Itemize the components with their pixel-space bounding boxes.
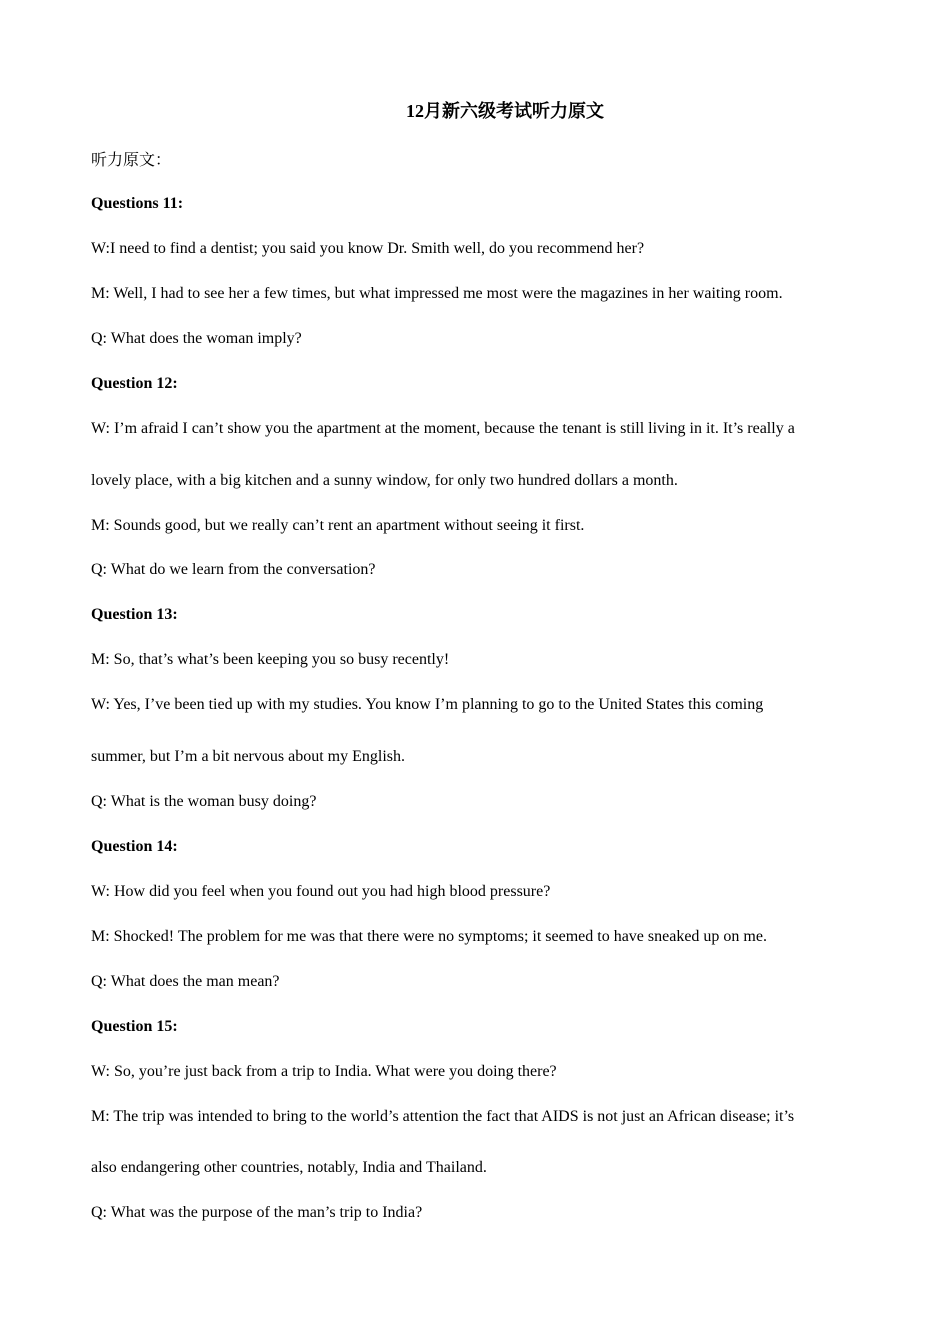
dialogue-line: M: Sounds good, but we really can’t rent an apartment without seeing it first.	[91, 517, 585, 534]
dialogue-line-continued: also endangering other countries, notably, India and Thailand.	[91, 1159, 487, 1176]
question-line: Q: What do we learn from the conversation?	[91, 561, 376, 578]
question-line: Q: What does the man mean?	[91, 973, 280, 990]
dialogue-line: M: Well, I had to see her a few times, but what impressed me most were the magazines in her waiting room.	[91, 285, 783, 302]
dialogue-line: W:I need to find a dentist; you said you know Dr. Smith well, do you recommend her?	[91, 240, 645, 257]
section-heading: 听力原文：	[91, 152, 172, 169]
question-heading: Questions 11:	[91, 195, 184, 212]
question-heading: Question 13:	[91, 606, 178, 623]
dialogue-line: W: So, you’re just back from a trip to India. What were you doing there?	[91, 1063, 557, 1080]
question-heading: Question 12:	[91, 375, 178, 392]
dialogue-line: M: So, that’s what’s been keeping you so busy recently!	[91, 651, 450, 668]
dialogue-line: M: The trip was intended to bring to the world’s attention the fact that AIDS is not just an African disease; it’s	[91, 1108, 795, 1125]
dialogue-line: W: Yes, I’ve been tied up with my studies. You know I’m planning to go to the United States this coming	[91, 696, 764, 713]
document-title: 12月新六级考试听力原文	[406, 101, 604, 121]
dialogue-line: W: How did you feel when you found out you had high blood pressure?	[91, 883, 551, 900]
dialogue-line: W: I’m afraid I can’t show you the apartment at the moment, because the tenant is still living in it. It’s really a	[91, 420, 795, 437]
dialogue-line-continued: summer, but I’m a bit nervous about my English.	[91, 748, 405, 765]
question-heading: Question 15:	[91, 1018, 178, 1035]
dialogue-line: M: Shocked! The problem for me was that there were no symptoms; it seemed to have sneaked up on me.	[91, 928, 767, 945]
dialogue-line-continued: lovely place, with a big kitchen and a sunny window, for only two hundred dollars a month.	[91, 472, 678, 489]
question-line: Q: What was the purpose of the man’s trip to India?	[91, 1204, 423, 1221]
question-heading: Question 14:	[91, 838, 178, 855]
question-line: Q: What does the woman imply?	[91, 330, 302, 347]
question-line: Q: What is the woman busy doing?	[91, 793, 317, 810]
